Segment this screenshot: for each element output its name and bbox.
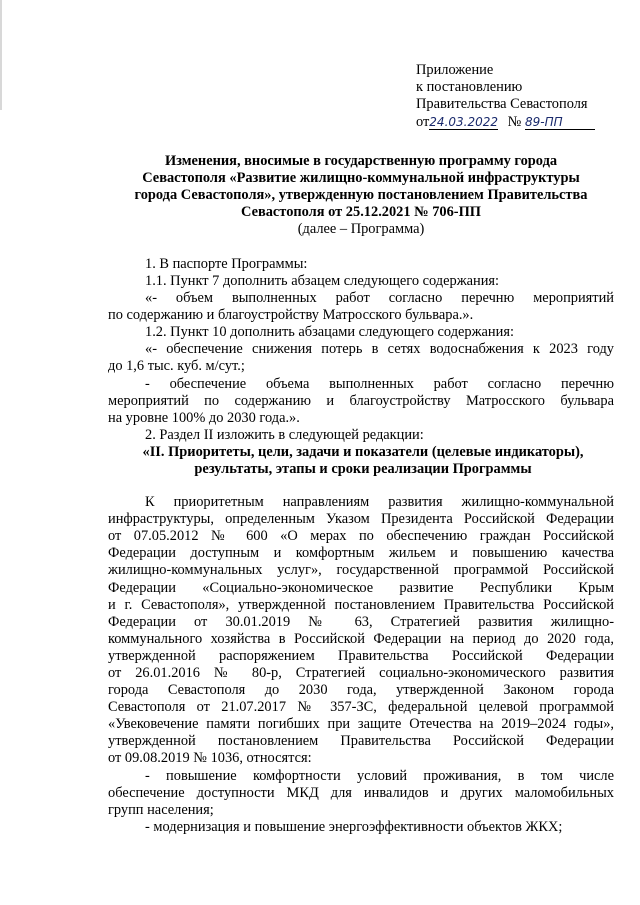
paragraph-line: Федерации доступным и комфортным жильем и повышению качества xyxy=(108,545,614,561)
body-line: 1.2. Пункт 10 дополнить абзацами следующего содержания: xyxy=(145,324,514,340)
section-heading-line-2: результаты, этапы и сроки реализации Программы xyxy=(194,461,532,477)
paragraph-line: города Севастополя до 2030 года, утвержденной Законом города xyxy=(108,682,614,698)
date-prefix: от xyxy=(416,114,430,130)
body-line: на уровне 100% до 2030 года.». xyxy=(108,410,300,426)
approval-line-1: Приложение xyxy=(416,62,494,78)
paragraph-line: «Увековечение памяти погибших при защите Отечества на 2019–2024 годы», xyxy=(108,716,614,732)
date-underline xyxy=(429,115,498,130)
number-prefix: № xyxy=(507,114,522,130)
paragraph-line: от 26.01.2016 № 80-р, Стратегией социально-экономического развития xyxy=(108,665,614,681)
handwritten-date: 24.03.2022 xyxy=(429,115,499,129)
paragraph-line: от 07.05.2012 № 600 «О мерах по обеспечению граждан Российской xyxy=(108,528,614,544)
body-line: «- обеспечение снижения потерь в сетях водоснабжения к 2023 году xyxy=(145,341,614,357)
body-line: 1.1. Пункт 7 дополнить абзацем следующего содержания: xyxy=(145,273,500,289)
body-line: - обеспечение объема выполненных работ согласно перечню xyxy=(145,376,614,392)
title-line-5: (далее – Программа) xyxy=(297,221,425,237)
body-line: 1. В паспорте Программы: xyxy=(145,256,308,272)
body-line: мероприятий по содержанию и благоустройству Матросского бульвара xyxy=(108,393,614,409)
title-line-2: Севастополя «Развитие жилищно-коммунальной инфраструктуры xyxy=(142,170,580,186)
paragraph-line: и г. Севастополя», утвержденной постановлением Правительства Российской xyxy=(108,597,614,613)
approval-line-2: к постановлению xyxy=(416,79,523,95)
number-underline xyxy=(525,115,595,130)
handwritten-number: 89-ПП xyxy=(524,115,563,129)
body-line: «- объем выполненных работ согласно перечню мероприятий xyxy=(145,290,614,306)
paragraph-line: Севастополя от 21.07.2017 № 357-ЗС, федеральной целевой программой xyxy=(108,699,614,715)
approval-date-line xyxy=(416,114,595,131)
title-line-4: Севастополя от 25.12.2021 № 706-ПП xyxy=(241,204,481,220)
paragraph-line: утвержденной постановлением Правительства Российской Федерации xyxy=(108,733,614,749)
list-item-line: - модернизация и повышение энергоэффективности объектов ЖКХ; xyxy=(145,819,563,835)
paragraph-line: Федерации «Социально-экономическое развитие Республики Крым xyxy=(108,580,614,596)
section-heading-line-1: «II. Приоритеты, цели, задачи и показатели (целевые индикаторы), xyxy=(142,444,584,460)
paragraph-line: жилищно-коммунальных услуг», государственной программой Российской xyxy=(108,562,614,578)
paragraph-line: инфраструктуры, определенным Указом Президента Российской Федерации xyxy=(108,511,614,527)
list-item-line: - повышение комфортности условий проживания, в том числе xyxy=(145,768,614,784)
title-line-3: города Севастополя», утвержденную постановлением Правительства xyxy=(134,187,588,203)
paragraph-line: от 09.08.2019 № 1036, относятся: xyxy=(108,750,312,766)
title-line-1: Изменения, вносимые в государственную программу города xyxy=(164,153,558,169)
scan-edge xyxy=(0,0,2,110)
body-line: по содержанию и благоустройству Матросского бульвара.». xyxy=(108,307,474,323)
list-item-line: групп населения; xyxy=(108,802,214,818)
body-line: 2. Раздел II изложить в следующей редакции: xyxy=(145,427,424,443)
paragraph-line: утвержденной распоряжением Правительства Российской Федерации xyxy=(108,648,614,664)
body-line: до 1,6 тыс. куб. м/сут.; xyxy=(108,358,245,374)
paragraph-line: К приоритетным направлениям развития жилищно-коммунальной xyxy=(145,494,614,510)
approval-line-3: Правительства Севастополя xyxy=(416,96,588,112)
paragraph-line: Федерации от 30.01.2019 № 63, Стратегией развития жилищно- xyxy=(108,614,614,630)
paragraph-line: коммунального хозяйства в Российской Федерации на период до 2020 года, xyxy=(108,631,614,647)
list-item-line: обеспечение доступности МКД для инвалидов и других маломобильных xyxy=(108,785,614,801)
